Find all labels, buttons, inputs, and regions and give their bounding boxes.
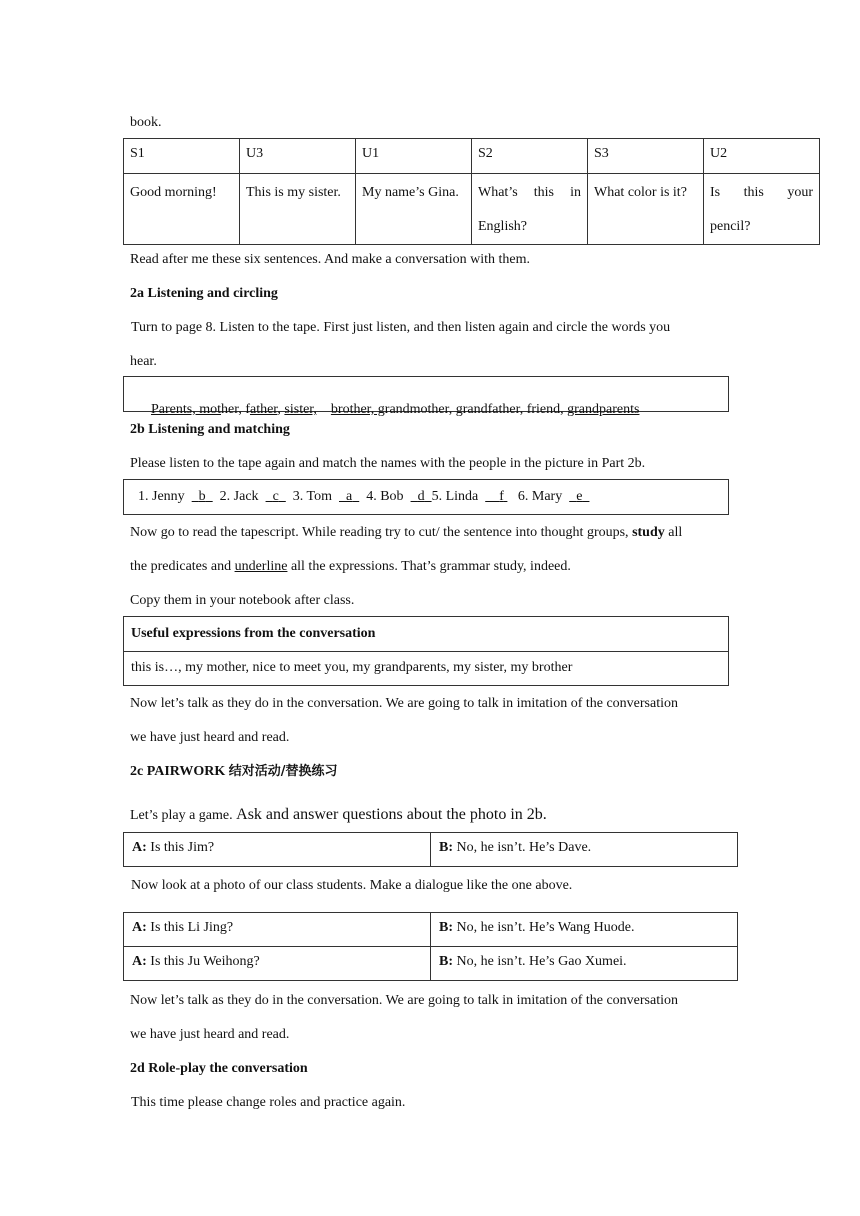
match-answer: b bbox=[198, 489, 206, 504]
table-cell: Good morning! bbox=[124, 174, 240, 245]
match-name: 2. Jack bbox=[219, 489, 259, 504]
word-segment: , bbox=[277, 402, 285, 417]
intro-text: book. bbox=[130, 115, 162, 130]
words-box bbox=[123, 376, 729, 417]
talk2-line1: Now let’s talk as they do in the conversation. We are going to talk in imitation of the conversation bbox=[130, 993, 678, 1008]
match-answer: f bbox=[499, 489, 504, 504]
heading-2c: 2c PAIRWORK 结对活动/替换练习 bbox=[130, 764, 338, 779]
reading-line2: the predicates and underline all the expressions. That’s grammar study, indeed. bbox=[130, 559, 571, 574]
match-answer: d bbox=[417, 489, 425, 504]
word-segment: her, f bbox=[221, 402, 250, 417]
word-segment: Parents, mot bbox=[151, 402, 221, 417]
useful-expressions-title: Useful expressions from the conversation bbox=[131, 626, 376, 641]
paragraph-2a-line1: Turn to page 8. Listen to the tape. First just listen, and then listen again and circle the words you bbox=[131, 320, 671, 335]
look-text: Now look at a photo of our class students. Make a dialogue like the one above. bbox=[131, 878, 573, 893]
word-segment: sister, bbox=[284, 402, 317, 417]
example-dialogue-table bbox=[123, 832, 738, 867]
paragraph-2b: Please listen to the tape again and match the names with the people in the picture in Part 2b. bbox=[130, 456, 646, 471]
table-cell: This is my sister. bbox=[240, 174, 356, 245]
heading-2b: 2b Listening and matching bbox=[130, 422, 290, 437]
useful-expressions-box bbox=[123, 616, 729, 686]
read-after-text: Read after me these six sentences. And make a conversation with them. bbox=[130, 252, 531, 267]
useful-expressions-content: this is…, my mother, nice to meet you, my grandparents, my sister, my brother bbox=[131, 660, 573, 675]
match-answer: a bbox=[346, 489, 353, 504]
table-cell: My name’s Gina. bbox=[356, 174, 472, 245]
matching-list bbox=[138, 489, 589, 505]
table-cell: U3 bbox=[240, 139, 356, 174]
talk2-line2: we have just heard and read. bbox=[130, 1027, 290, 1042]
paragraph-2a-line2: hear. bbox=[130, 354, 157, 369]
table-header-row bbox=[124, 139, 820, 174]
table-cell: S1 bbox=[124, 139, 240, 174]
table-cell: Is this your pencil? bbox=[704, 174, 820, 245]
divider bbox=[124, 651, 728, 652]
table-cell: A: Is this Ju Weihong? bbox=[124, 947, 431, 981]
table-row bbox=[124, 833, 738, 867]
match-name: 5. Linda bbox=[431, 489, 479, 504]
match-answer: e bbox=[576, 489, 583, 504]
match-answer: c bbox=[272, 489, 279, 504]
word-segment: grandparents bbox=[567, 402, 640, 417]
match-name: 6. Mary bbox=[517, 489, 563, 504]
table-row bbox=[124, 913, 738, 947]
talk1-line1: Now let’s talk as they do in the conversation. We are going to talk in imitation of the conversation bbox=[130, 696, 678, 711]
table-cell: B: No, he isn’t. He’s Gao Xumei. bbox=[431, 947, 738, 981]
match-name: 1. Jenny bbox=[138, 489, 185, 504]
word-segment: ather bbox=[249, 402, 278, 417]
table-cell: S3 bbox=[588, 139, 704, 174]
table-cell: A: Is this Jim? bbox=[124, 833, 431, 867]
talk1-line2: we have just heard and read. bbox=[130, 730, 290, 745]
table-cell: U2 bbox=[704, 139, 820, 174]
table-cell: U1 bbox=[356, 139, 472, 174]
table-cell: B: No, he isn’t. He’s Dave. bbox=[431, 833, 738, 867]
practice-dialogue-table bbox=[123, 912, 738, 981]
paragraph-2d: This time please change roles and practice again. bbox=[131, 1095, 406, 1110]
table-cell: What color is it? bbox=[588, 174, 704, 245]
reading-line1: Now go to read the tapescript. While reading try to cut/ the sentence into thought groups, study all bbox=[130, 525, 683, 540]
table-cell: A: Is this Li Jing? bbox=[124, 913, 431, 947]
table-cell: What’s this in English? bbox=[472, 174, 588, 245]
underlined-word: underline bbox=[234, 559, 288, 574]
bold-word: study bbox=[632, 525, 665, 540]
table-row bbox=[124, 947, 738, 981]
word-segment: brother, g bbox=[330, 402, 385, 417]
table-row bbox=[124, 174, 820, 245]
reading-line3: Copy them in your notebook after class. bbox=[130, 593, 355, 608]
sentence-table bbox=[123, 138, 820, 245]
heading-2d: 2d Role-play the conversation bbox=[130, 1061, 308, 1076]
word-segment: randmother, grandfather, friend, bbox=[384, 402, 568, 417]
word-segment bbox=[317, 402, 331, 417]
match-name: 4. Bob bbox=[366, 489, 404, 504]
matching-box bbox=[123, 479, 729, 515]
heading-2a: 2a Listening and circling bbox=[130, 286, 278, 301]
game-text: Let’s play a game. Ask and answer questions about the photo in 2b. bbox=[130, 806, 547, 823]
table-cell: S2 bbox=[472, 139, 588, 174]
table-cell: B: No, he isn’t. He’s Wang Huode. bbox=[431, 913, 738, 947]
match-name: 3. Tom bbox=[292, 489, 332, 504]
